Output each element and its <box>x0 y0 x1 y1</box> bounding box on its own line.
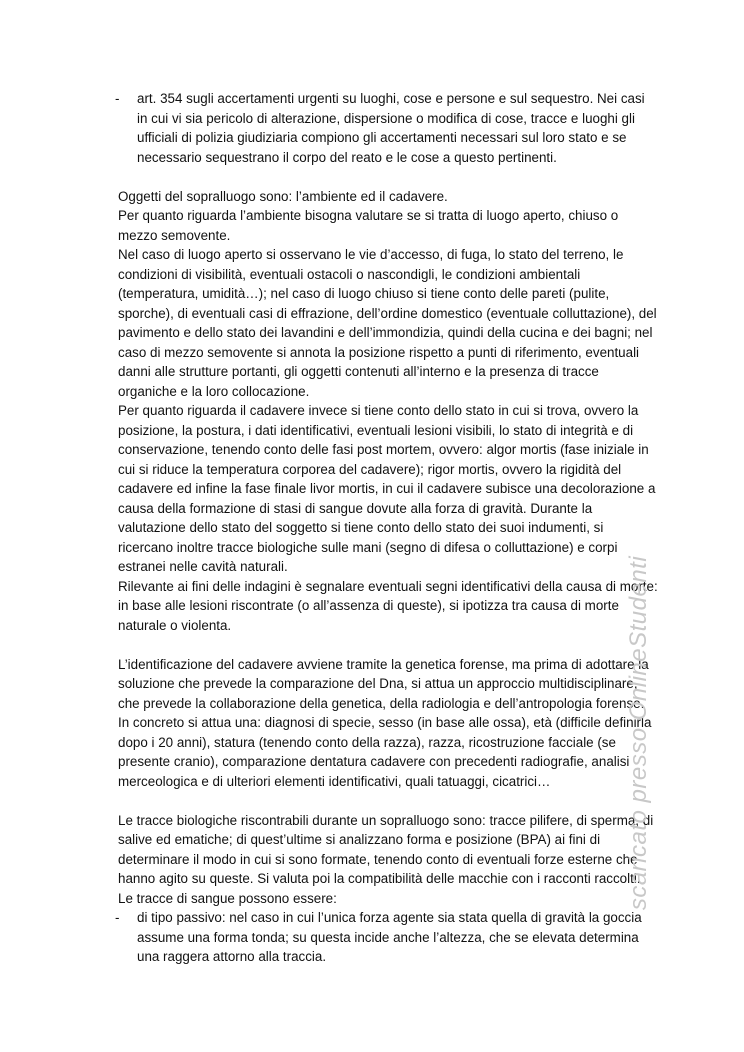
paragraph-causa-di-morte: Rilevante ai fini delle indagini è segnalare eventuali segni identificativi della causa di morte: in base alle lesioni riscontrate (o all’assenza di queste), si ipotizza tra causa di morte naturale o violenta. <box>118 578 658 633</box>
paragraph-ambiente: Per quanto riguarda l’ambiente bisogna valutare se si tratta di luogo aperto, chiuso o mezzo semovente. <box>118 208 619 243</box>
paragraph-tipi-di-luogo: Nel caso di luogo aperto si osservano le vie d’accesso, di fuga, lo stato del terreno, le condizioni di visibilità, eventuali ostacoli o nascondigli, le condizioni ambientali (temperatura, umidità…); nel caso di luogo chiuso si tiene conto delle pareti (pulite, sporche), di eventuali casi di effrazione, dell’ordine domestico (eventuale colluttazione), del pavimento e dello stato dei lavandini e dell’immondizia, quindi della cucina e dei bagni; nel caso di mezzo semovente si annota la posizione rispetto a punti di riferimento, eventuali danni alle strutture portanti, gli oggetti contenuti all’interno e la presenza di tracce organiche e la loro collocazione. <box>118 247 657 399</box>
bullet-text: di tipo passivo: nel caso in cui l’unica forza agente sia stata quella di gravità la goccia assume una forma tonda; su questa incide anche l’altezza, che se elevata determina una raggera attorno alla traccia. <box>137 910 642 964</box>
bullet-text: art. 354 sugli accertamenti urgenti su luoghi, cose e persone e sul sequestro. Nei casi in cui vi sia pericolo di alterazione, dispersione o modifica di cose, tracce e luoghi gli ufficiali di polizia giudiziaria compiono gli accertamenti necessari sul loro stato e se necessario sequestrano il corpo del reato e le cose a questo pertinenti. <box>137 91 645 165</box>
bullet-dash: - <box>115 910 120 925</box>
paragraph-spacer <box>118 635 658 655</box>
paragraph-oggetti-sopralluogo: Oggetti del sopralluogo sono: l’ambiente ed il cadavere. <box>118 188 448 204</box>
paragraph-spacer <box>118 167 658 187</box>
paragraph-spacer <box>118 791 658 811</box>
document-body <box>115 89 658 967</box>
bullet-item-art-354 <box>115 89 658 167</box>
bullet-dash: - <box>115 91 120 106</box>
paragraph-diagnosi: In concreto si attua una: diagnosi di specie, sesso (in base alle ossa), età (difficile definirla dopo i 20 anni), statura (tenendo conto della razza), razza, ricostruzione facciale (se presente cranio), comparazione dentatura cadavere con precedenti radiografie, analisi merceologica e di ulteriori elementi identificativi, quali tatuaggi, cicatrici… <box>118 715 652 789</box>
bullet-item-tipo-passivo <box>115 908 658 967</box>
paragraph-cadavere: Per quanto riguarda il cadavere invece si tiene conto dello stato in cui si trova, ovvero la posizione, la postura, i dati identificativi, eventuali lesioni visibili, lo stato di integrità e di conservazione, tenendo conto delle fasi post mortem, ovvero: algor mortis (fase iniziale in cui si riduce la temperatura corporea del cadavere); rigor mortis, ovvero la rigidità del cadavere ed infine la fase finale livor mortis, in cui il cadavere subisce una decolorazione a causa della formazione di stasi di sangue dovute alla forza di gravità. Durante la valutazione dello stato del soggetto si tiene conto dello stato dei suoi indumenti, si ricercano inoltre tracce biologiche sulle mani (segno di difesa o colluttazione) e corpi estranei nelle cavità naturali. <box>118 403 656 574</box>
watermark-text: scaricato presso OnlineStudenti <box>625 555 652 910</box>
watermark <box>624 540 654 925</box>
paragraph-tracce-di-sangue: Le tracce di sangue possono essere: <box>118 890 337 906</box>
paragraph-tracce-biologiche: Le tracce biologiche riscontrabili durante un sopralluogo sono: tracce pilifere, di sperma, di salive ed ematiche; di quest’ultime si analizzano forma e posizione (BPA) ai fini di determinare il modo in cui si sono formate, tenendo conto di eventuali forze esterne che hanno agito su queste. Si valuta poi la compatibilità delle macchie con i racconti raccolti. <box>118 812 654 886</box>
paragraph-identificazione: L’identificazione del cadavere avviene tramite la genetica forense, ma prima di adottare la soluzione che prevede la comparazione del Dna, si attua un approccio multidisciplinare, che prevede la collaborazione della genetica, della radiologia e dell’antropologia forense. <box>118 656 649 711</box>
